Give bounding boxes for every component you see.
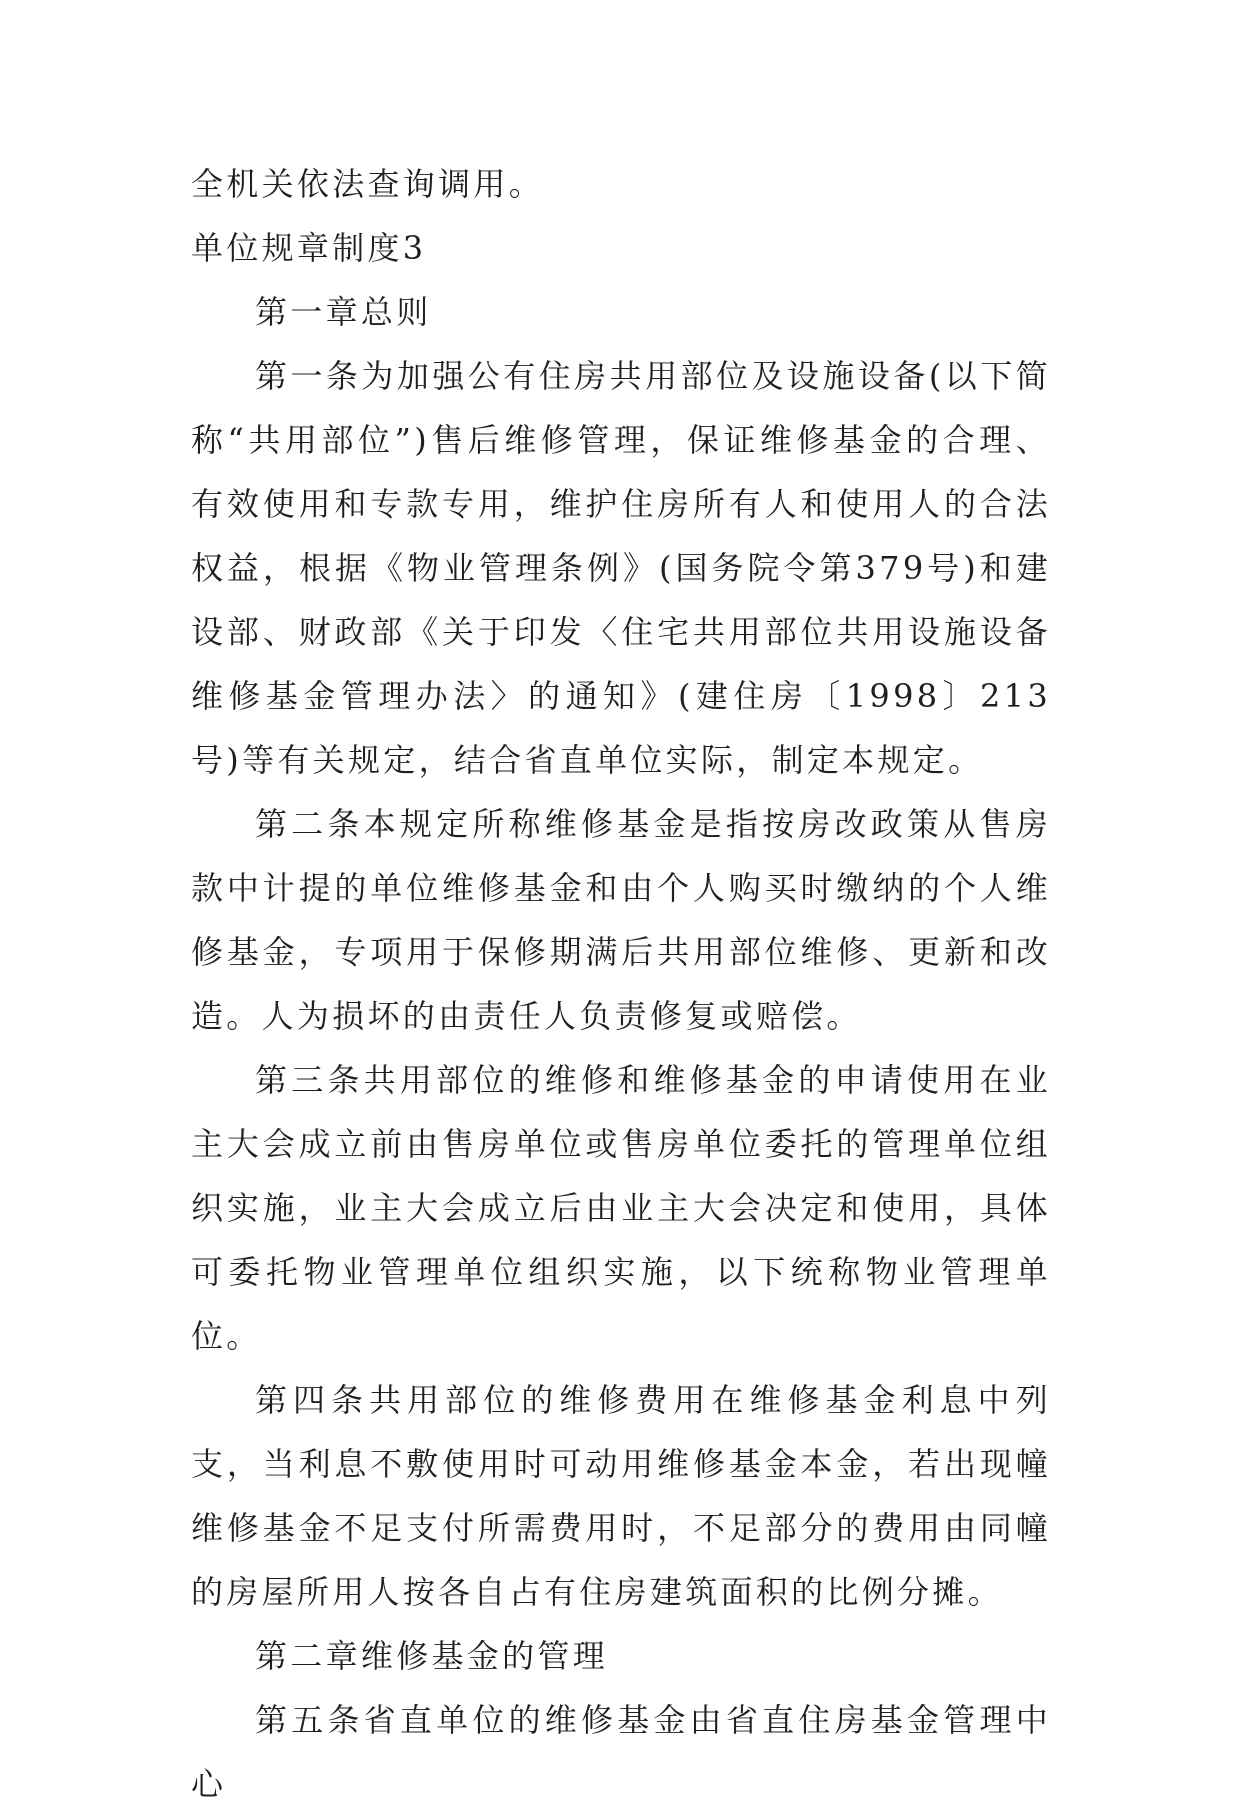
article-1: 第一条为加强公有住房共用部位及设施设备(以下简称“共用部位”)售后维修管理，保证维修基金的合理、有效使用和专款专用，维护住房所有人和使用人的合法权益，根据《物业管理条例》(国务院令第379号)和建设部、财政部《关于印发〈住宅共用部位共用设施设备维修基金管理办法〉的通知》(建住房〔1998〕213号)等有关规定，结合省直单位实际，制定本规定。 [191, 357, 1051, 779]
article-3: 第三条共用部位的维修和维修基金的申请使用在业主大会成立前由售房单位或售房单位委托的管理单位组织实施，业主大会成立后由业主大会决定和使用，具体可委托物业管理单位组织实施，以下统称物业管理单位。 [191, 1061, 1051, 1355]
article-2: 第二条本规定所称维修基金是指按房改政策从售房款中计提的单位维修基金和由个人购买时缴纳的个人维修基金，专项用于保修期满后共用部位维修、更新和改造。人为损坏的由责任人负责修复或赔偿。 [191, 805, 1051, 1035]
continuation-line: 全机关依法查询调用。 [191, 165, 545, 203]
chapter-heading-1: 第一章总则 [255, 293, 432, 331]
article-4: 第四条共用部位的维修费用在维修基金利息中列支，当利息不敷使用时可动用维修基金本金，若出现幢维修基金不足支付所需费用时，不足部分的费用由同幢的房屋所用人按各自占有住房建筑面积的比例分摊。 [191, 1381, 1051, 1611]
article-5: 第五条省直单位的维修基金由省直住房基金管理中心 [191, 1701, 1051, 1803]
document-body [191, 152, 1051, 1816]
chapter-heading-2: 第二章维修基金的管理 [255, 1637, 609, 1675]
document-title: 单位规章制度3 [191, 229, 427, 267]
